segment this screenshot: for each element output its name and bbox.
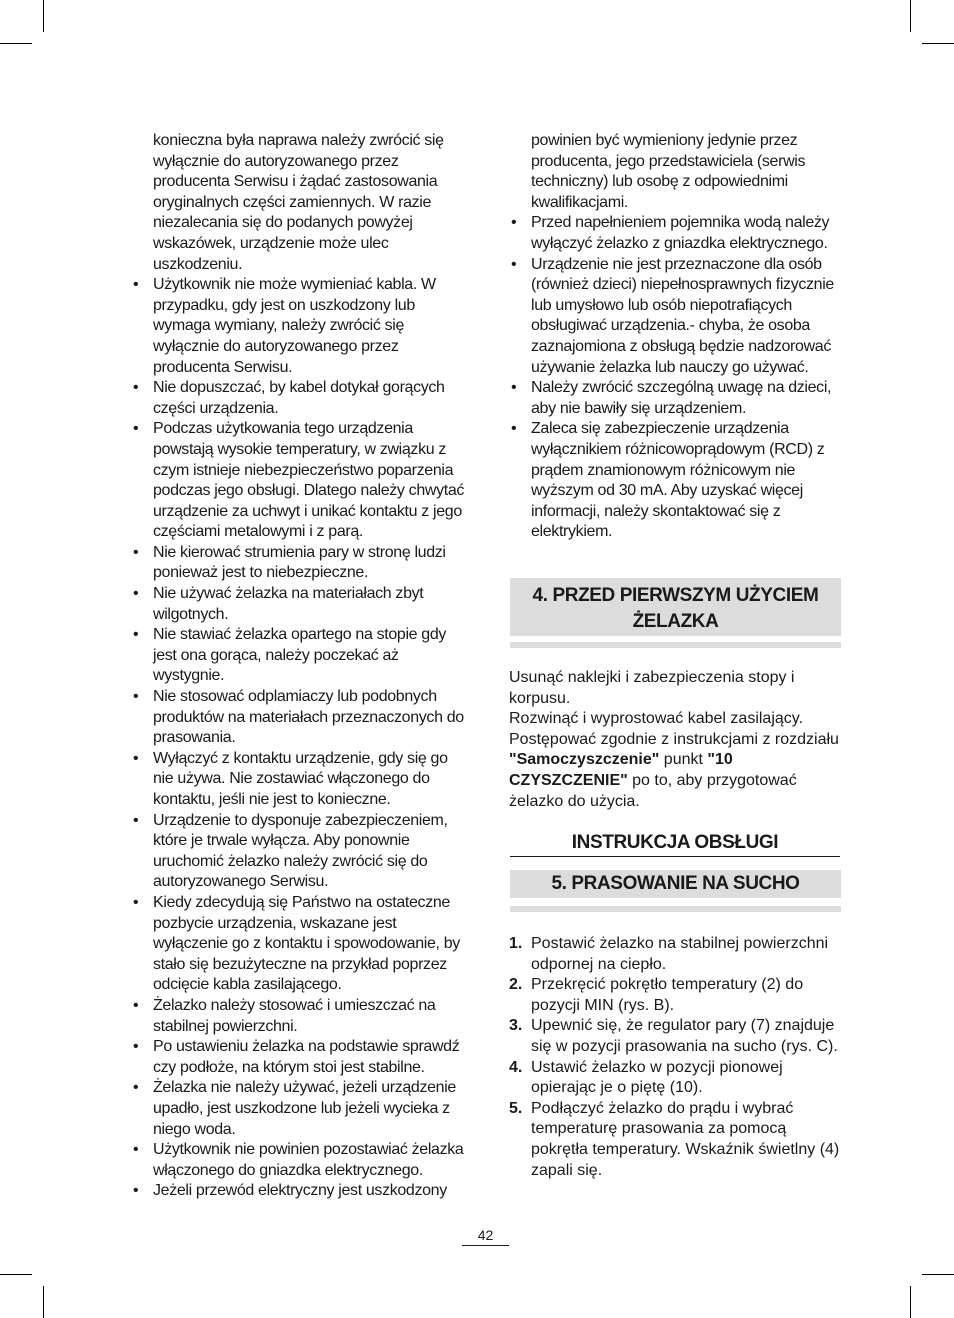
list-item: • Użytkownik nie może wymieniać kabla. W przypadku, gdy jest on uszkodzony lub wymaga wymiany, należy zwrócić się wyłącznie do autoryzowanego przez producenta Serwisu. bbox=[131, 275, 471, 378]
list-item: • Jeżeli przewód elektryczny jest uszkodzony bbox=[131, 1181, 471, 1202]
section-5-heading bbox=[510, 870, 841, 898]
crop-mark bbox=[0, 43, 32, 44]
list-item: • Wyłączyć z kontaktu urządzenie, gdy się go nie używa. Nie zostawiać włączonego do kontaktu, jeśli nie jest to konieczne. bbox=[131, 749, 471, 811]
para-text: punkt bbox=[659, 751, 708, 769]
intro-text: konieczna była naprawa należy zwrócić się wyłącznie do autoryzowanego przez producenta Serwisu i żądać zastosowania oryginalnych części zamiennych. W razie niezalecania się do podanych powyżej wskazówek, urządzenie może ulec uszkodzeniu. bbox=[153, 132, 444, 273]
list-item: • Kiedy zdecydują się Państwo na ostateczne pozbycie urządzenia, wskazane jest wyłączenie go z kontaktu i spowodowanie, by stało się bezużyteczne na przykład poprzez odcięcie kabla zasilającego. bbox=[131, 893, 471, 996]
list-item: • Urządzenie nie jest przeznaczone dla osób (również dzieci) niepełnosprawnych fizycznie lub umysłowo lub osób niepotrafiących obsługiwać urządzenia.- chyba, że osoba zaznajomiona z obsługą będzie nadzorować używanie żelazka lub nauczy go używać. bbox=[509, 255, 841, 379]
left-bullet-list bbox=[131, 275, 471, 1202]
left-column bbox=[131, 131, 471, 1202]
step-item bbox=[509, 1058, 842, 1099]
section-4-title-line2: ŻELAZKA bbox=[632, 611, 719, 632]
list-item: • Przed napełnieniem pojemnika wodą należy wyłączyć żelazko z gniazdka elektrycznego. bbox=[509, 213, 841, 254]
step-item bbox=[509, 1016, 842, 1057]
crop-mark bbox=[0, 1274, 32, 1275]
crop-mark bbox=[910, 1286, 911, 1318]
list-item: • Nie dopuszczać, by kabel dotykał gorących części urządzenia. bbox=[131, 378, 471, 419]
list-item: • Użytkownik nie powinien pozostawiać żelazka włączonego do gniazdka elektrycznego. bbox=[131, 1140, 471, 1181]
section-divider bbox=[510, 642, 841, 648]
step-number: 1. bbox=[509, 935, 523, 952]
crop-mark bbox=[922, 43, 954, 44]
continuation-text: powinien być wymieniony jedynie przez producenta, jego przedstawiciela (serwis techniczny) lub osobę z odpowiednimi kwalifikacjami. bbox=[531, 132, 806, 211]
step-number: 2. bbox=[509, 976, 523, 994]
step-text: Ustawić żelazko w pozycji pionowej opierając je o piętę (10). bbox=[531, 1058, 783, 1097]
para-line: Rozwinąć i wyprostować kabel zasilający. bbox=[509, 710, 804, 728]
section-4-title-line1: 4. PRZED PIERWSZYM UŻYCIEM bbox=[532, 585, 819, 606]
list-item: • Nie stosować odplamiaczy lub podobnych produktów na materiałach przeznaczonych do prasowania. bbox=[131, 687, 471, 749]
section-5-title: 5. PRASOWANIE NA SUCHO bbox=[551, 873, 800, 894]
list-item: • Nie używać żelazka na materiałach zbyt wilgotnych. bbox=[131, 584, 471, 625]
step-number: 5. bbox=[509, 1099, 523, 1117]
section-4-heading bbox=[510, 578, 841, 636]
list-item: • Należy zwrócić szczególną uwagę na dzieci, aby nie bawiły się urządzeniem. bbox=[509, 378, 841, 419]
section-4-paragraph bbox=[509, 668, 844, 812]
para-text: Postępować zgodnie z instrukcjami z rozdziału bbox=[509, 730, 839, 748]
para-bold-ref: "10 CZYSZCZENIE" bbox=[509, 751, 733, 789]
crop-mark bbox=[43, 1286, 44, 1318]
step-number: 4. bbox=[509, 1058, 523, 1076]
para-line bbox=[509, 730, 844, 812]
list-item: • Żelazko należy stosować i umieszczać na stabilnej powierzchni. bbox=[131, 996, 471, 1037]
crop-mark bbox=[43, 0, 44, 32]
para-line: Usunąć naklejki i zabezpieczenia stopy i korpusu. bbox=[509, 669, 795, 707]
section-divider bbox=[510, 906, 841, 912]
step-text: Przekręcić pokrętło temperatury (2) do pozycji MIN (rys. B). bbox=[531, 976, 804, 1014]
right-bullet-list bbox=[509, 213, 841, 543]
list-item: • Urządzenie to dysponuje zabezpieczeniem, które je trwale wyłącza. Aby ponownie uruchomić żelazko należy zwrócić się do autoryzowanego Serwisu. bbox=[131, 811, 471, 893]
page-number: 42 bbox=[462, 1225, 509, 1246]
list-item: • Po ustawieniu żelazka na podstawie sprawdź czy podłoże, na którym stoi jest stabilne. bbox=[131, 1037, 471, 1078]
step-item bbox=[509, 1099, 842, 1181]
para-text: po to, aby przygotować żelazko do użycia. bbox=[509, 771, 797, 810]
step-number: 3. bbox=[509, 1017, 523, 1035]
step-text: Podłączyć żelazko do prądu i wybrać temperaturę prasowania za pomocą pokrętła temperatury. Wskaźnik świetlny (4) zapali się. bbox=[531, 1099, 840, 1179]
list-item: • Nie kierować strumienia pary w stronę ludzi ponieważ jest to niebezpieczne. bbox=[131, 543, 471, 584]
crop-mark bbox=[910, 0, 911, 32]
step-text: Upewnić się, że regulator pary (7) znajduje się w pozycji prasowania na sucho (rys. C). bbox=[531, 1017, 838, 1055]
list-item: • Żelazka nie należy używać, jeżeli urządzenie upadło, jest uszkodzone lub jeżeli wycieka z niego woda. bbox=[131, 1078, 471, 1140]
crop-mark bbox=[922, 1274, 954, 1275]
step-item bbox=[509, 975, 842, 1016]
para-bold-ref: "Samoczyszczenie" bbox=[509, 751, 660, 769]
list-item: • Zaleca się zabezpieczenie urządzenia wyłącznikiem różnicowoprądowym (RCD) z prądem znamionowym różnicowym nie wyższym od 30 mA. Aby uzyskać więcej informacji, należy skontaktować się z elektrykiem. bbox=[509, 419, 841, 543]
instructions-title: INSTRUKCJA OBSŁUGI bbox=[510, 830, 840, 857]
step-item bbox=[509, 934, 842, 975]
right-column bbox=[509, 131, 841, 543]
list-item: • Podczas użytkowania tego urządzenia powstają wysokie temperatury, w związku z czym istnieje niebezpieczeństwo poparzenia podczas jego obsługi. Dlatego należy chwytać urządzenie za uchwyt i unikać kontaktu z jego częściami metalowymi i z parą. bbox=[131, 419, 471, 543]
list-item: • Nie stawiać żelazka opartego na stopie gdy jest ona gorąca, należy poczekać aż wystygnie. bbox=[131, 625, 471, 687]
step-text: Postawić żelazko na stabilnej powierzchni odpornej na ciepło. bbox=[531, 935, 829, 973]
steps-list bbox=[509, 934, 842, 1181]
